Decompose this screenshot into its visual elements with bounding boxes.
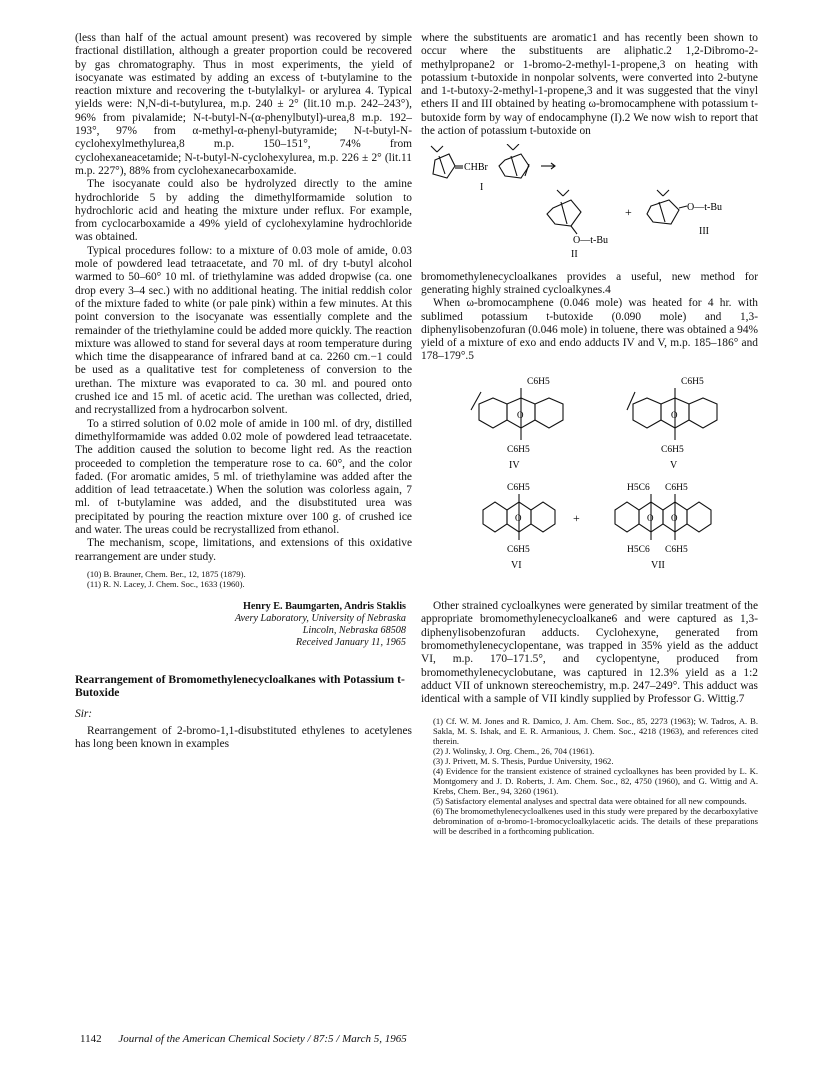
plus-sign: + — [573, 510, 580, 525]
compound-label-IV: IV — [509, 459, 520, 471]
paragraph: bromomethylenecycloalkanes provides a useful, new method for generating highly strained cycloalkynes.4 — [421, 270, 758, 296]
substituent-label: H5C6 — [627, 544, 650, 555]
page-footer — [80, 1033, 407, 1045]
footnote: (1) Cf. W. M. Jones and R. Damico, J. Am. Chem. Soc., 85, 2273 (1963); W. Tadros, A. B. Sakla, M. S. Ishak, and E. R. Armanious, J. Chem. Soc., 4218 (1963), and references cited therein. — [433, 716, 758, 747]
scheme-1 — [421, 144, 758, 264]
substituent-label: C6H5 — [665, 544, 688, 555]
received-date: Received January 11, 1965 — [295, 636, 406, 648]
footnote: (4) Evidence for the transient existence of strained cycloalkynes has been provided by L. K. Montgomery and J. D. Roberts, J. Am. Chem. Soc., 82, 4750 (1960), and G. Wittig and A. Krebs, Chem. Ber., 94, 3260 (1961). — [433, 766, 758, 797]
footnotes — [421, 716, 758, 836]
paragraph: (less than half of the actual amount present) was recovered by simple fractional distillation, although a greater proportion could be recovered by gas chromatography. Thus in most experiments, the yield of isocyanate was estimated by adding an excess of t-butylamine to the reaction mixture and recovering the t-butylalkyl- or arylurea 4. Typical yields were: N,N-di-t-butylurea, m.p. 240 ± 2° (lit.10 m.p. 242–243°), 96% from pivalamide; N-t-butyl-N-(α-phenylbutyl)-urea,8 m.p. 192–193°, 97% from α-methyl-α-phenyl-butyramide; N-t-butyl-N-cyclohexylmethylurea,8 m.p. 150–151°, 74% from cyclohexaneacetamide; N-t-butyl-N-cyclohexylurea, m.p. 226 ± 2° (lit.11 m.p. 227°), 88% from cyclohexanecarboxamide. — [75, 32, 412, 177]
affiliation: Lincoln, Nebraska 68508 — [302, 624, 406, 636]
compound-label-VI: VI — [511, 559, 522, 571]
paragraph: The isocyanate could also be hydrolyzed directly to the amine hydrochloride 5 by adding the dimethylformamide solution to hydrochloric acid and heating the mixture under reflux. For example, from cyclocarboxamide a 49% yield of cyclohexylamine hydrochloride was obtained. — [75, 178, 412, 244]
oxygen-label: O — [515, 512, 522, 523]
salutation: Sir: — [75, 707, 93, 720]
substituent-label: C6H5 — [507, 482, 530, 493]
group-label: O—t-Bu — [573, 235, 608, 247]
compound-label-I: I — [480, 182, 484, 194]
journal-citation: Journal of the American Chemical Society / 87:5 / March 5, 1965 — [118, 1033, 407, 1045]
communication-title: Rearrangement of Bromomethylenecycloalkanes with Potassium t-Butoxide — [75, 672, 405, 700]
substituent-label: C6H5 — [507, 544, 530, 555]
scheme-2 — [421, 370, 758, 594]
substituent-label: C6H5 — [527, 376, 550, 387]
substituent-label: C6H5 — [661, 444, 684, 455]
left-column — [75, 32, 412, 752]
compound-label-III: III — [699, 226, 709, 238]
right-column — [421, 32, 758, 836]
author-names: Henry E. Baumgarten, Andris Staklis — [242, 600, 406, 612]
footnote: (5) Satisfactory elemental analyses and spectral data were obtained for all new compounds. — [433, 796, 747, 807]
oxygen-label: O — [517, 409, 524, 420]
plus-sign: + — [625, 205, 632, 220]
compound-label-VII: VII — [651, 559, 665, 571]
group-label: O—t-Bu — [687, 202, 722, 214]
footnote: (11) R. N. Lacey, J. Chem. Soc., 1633 (1960). — [87, 578, 245, 589]
oxygen-label: O — [671, 512, 678, 523]
substituent-label: H5C6 — [627, 482, 650, 493]
oxygen-label: O — [671, 409, 678, 420]
paragraph: The mechanism, scope, limitations, and extensions of this oxidative rearrangement are under study. — [75, 537, 412, 563]
footnote: (2) J. Wolinsky, J. Org. Chem., 26, 704 (1961). — [433, 746, 595, 757]
substituent-label: C6H5 — [681, 376, 704, 387]
paragraph: To a stirred solution of 0.02 mole of amide in 100 ml. of dry, distilled dimethylformamide was added 0.02 mole of powdered lead tetraacetate. The addition caused the solution to become light red. As the reaction proceeded to completion the temperature rose to ca. 60°, and the color faded. (For aromatic amides, 5 ml. of triethylamine was added after the addition of lead tetraacetate.) When the solution was colorless again, 7 ml. of t-butylamine was added, and the disubstituted urea was precipitated by pouring the reaction mixture over 100 g. of crushed ice and water. The ureas could be recrystallized from ethanol. — [75, 417, 412, 536]
paragraph: Rearrangement of 2-bromo-1,1-disubstituted ethylenes to acetylenes has long been known in examples — [75, 725, 412, 751]
group-label: CHBr — [464, 162, 488, 174]
compound-label-V: V — [670, 459, 678, 471]
scheme-2-structures — [421, 370, 758, 590]
page-number: 1142 — [80, 1033, 102, 1045]
paragraph: Other strained cycloalkynes were generated by similar treatment of the appropriate bromomethylenecycloalkane6 and were captured as 1,3-diphenylisobenzofuran adducts. Cyclohexyne, generated from bromomethylenecyclopentane, was trapped in 35% yield as the adduct VI, m.p. 170–171.5°, and cyclopentyne, produced from bromomethylenecyclobutane, was captured in 12.3% yield as a 1:2 adduct VII of unknown stereochemistry, m.p. 247–249°. This adduct was identical with a sample of VII kindly supplied by Professor G. Wittig.7 — [421, 600, 758, 706]
paragraph: where the substituents are aromatic1 and has recently been shown to occur where the substituents are aliphatic.2 1,2-Dibromo-2-methylpropane2 or 1-bromo-2-methyl-1-propene,3 on heating with potassium t-butoxide in nonpolar solvents, were converted into 2-butyne and 1-t-butoxy-2-methyl-1-propene,3 and it was suggested that the vinyl ethers II and III obtained by heating ω-bromocamphene with potassium t-butoxide form by way of endocamphyne (I).2 We now wish to report that the action of potassium t-butoxide on — [421, 32, 758, 138]
affiliation: Avery Laboratory, University of Nebraska — [234, 612, 406, 624]
substituent-label: C6H5 — [507, 444, 530, 455]
footnotes — [75, 569, 412, 589]
substituent-label: C6H5 — [665, 482, 688, 493]
footnote: (10) B. Brauner, Chem. Ber., 12, 1875 (1879). — [87, 568, 246, 579]
oxygen-label: O — [647, 512, 654, 523]
paragraph: When ω-bromocamphene (0.046 mole) was heated for 4 hr. with sublimed potassium t-butoxide (0.090 mole) and 1,3-diphenylisobenzofuran (0.046 mole) in toluene, there was obtained a 94% yield of a mixture of exo and endo adducts IV and V, m.p. 185–186° and 178–179°.5 — [421, 297, 758, 363]
compound-label-II: II — [571, 249, 578, 261]
footnote: (6) The bromomethylenecycloalkenes used in this study were prepared by the decarboxylative debromination of α-bromo-1-bromocycloalkylacetic acids. The details of these preparations will be described in a forthcoming publication. — [433, 806, 758, 837]
signature-block — [75, 601, 412, 649]
scheme-1-structures — [421, 144, 758, 260]
paragraph: Typical procedures follow: to a mixture of 0.03 mole of amide, 0.03 mole of powdered lead tetraacetate, and 70 ml. of dry t-butyl alcohol warmed to 50–60° 10 ml. of triethylamine was added dropwise (ca. one drop every 3–4 sec.) with no additional heating. The initial reddish color of the mixture faded to white (or pale pink) within a few minutes. At this point conversion to the isocyanate was essentially complete and the remainder of the triethylamine could be added more quickly. The reaction mixture was allowed to stand for several days at room temperature during which time the disappearance of infrared band at ca. 2260 cm.−1 could be used as a qualitative test for completeness of conversion to the urethan. The mixture was evaporated to ca. 30 ml. and poured onto crushed ice and 15 ml. of acetic acid. The urethan was collected, dried, and recrystallized from a hydrocarbon solvent. — [75, 244, 412, 417]
footnote: (3) J. Privett, M. S. Thesis, Purdue University, 1962. — [433, 756, 614, 767]
